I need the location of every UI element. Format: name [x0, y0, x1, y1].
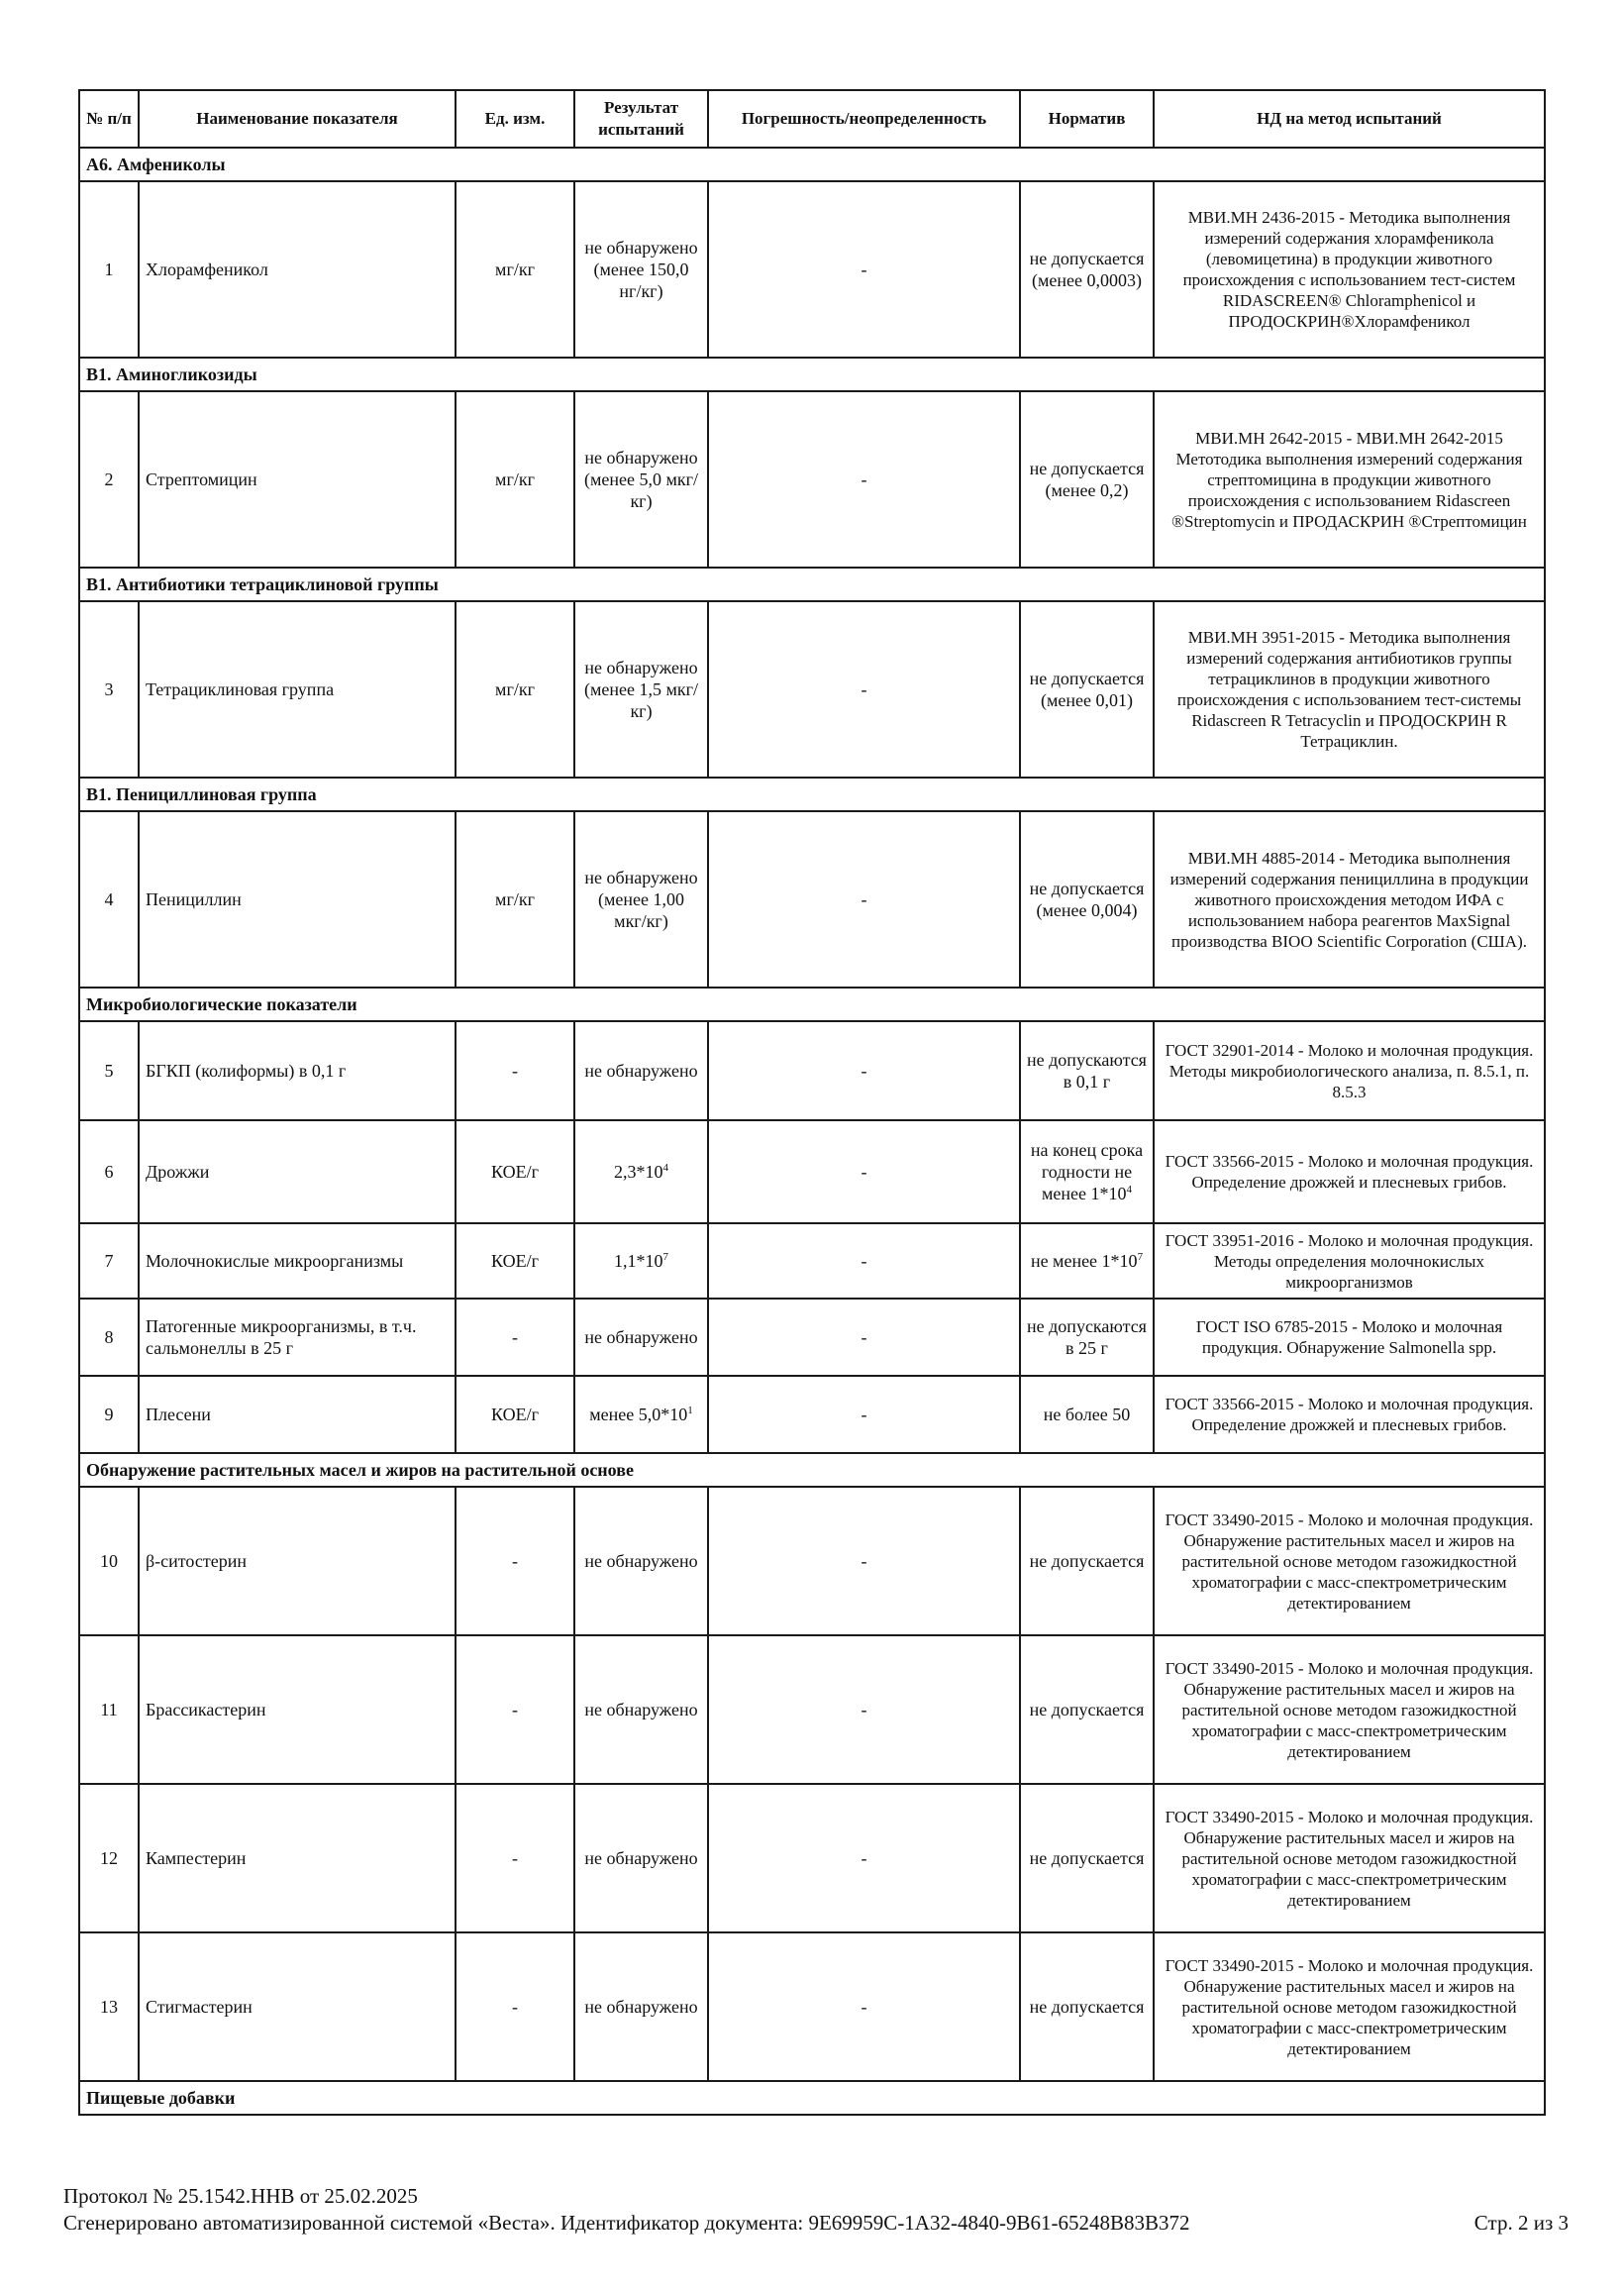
cell-norm: не допускается (менее 0,2)	[1020, 391, 1154, 568]
cell-norm	[1020, 1120, 1154, 1223]
cell-method: ГОСТ 33490-2015 - Молоко и молочная продукция. Обнаружение растительных масел и жиров на растительной основе методом газожидкостной хроматографии с масс-спектрометрическим детектированием	[1154, 1932, 1545, 2081]
section-title: А6. Амфениколы	[79, 148, 1545, 181]
cell-uncertainty: -	[708, 1376, 1020, 1453]
cell-result: не обнаружено	[574, 1635, 708, 1784]
cell-name: БГКП (колиформы) в 0,1 г	[139, 1021, 456, 1120]
cell-uncertainty: -	[708, 1021, 1020, 1120]
cell-result: не обнаружено (менее 150,0 нг/кг)	[574, 181, 708, 358]
header-name: Наименование показателя	[139, 90, 456, 148]
norm-base: не менее 1*10	[1030, 1251, 1138, 1271]
cell-result: не обнаружено	[574, 1021, 708, 1120]
cell-method: МВИ.МН 2642-2015 - МВИ.МН 2642-2015 Метотодика выполнения измерений содержания стрептомицина в продукции животного происхождения с использованием Ridascreen ®Streptomycin и ПРОДАСКРИН ®Стрептомицин	[1154, 391, 1545, 568]
cell-norm: не допускается	[1020, 1635, 1154, 1784]
section-row	[79, 358, 1545, 391]
cell-method: ГОСТ 33566-2015 - Молоко и молочная продукция. Определение дрожжей и плесневых грибов.	[1154, 1376, 1545, 1453]
cell-result: не обнаружено	[574, 1299, 708, 1376]
cell-uncertainty: -	[708, 1120, 1020, 1223]
cell-unit: мг/кг	[456, 181, 574, 358]
cell-norm: не более 50	[1020, 1376, 1154, 1453]
cell-num: 8	[79, 1299, 139, 1376]
cell-uncertainty: -	[708, 181, 1020, 358]
cell-num: 13	[79, 1932, 139, 2081]
cell-name: Плесени	[139, 1376, 456, 1453]
section-row	[79, 2081, 1545, 2115]
header-result: Результат испытаний	[574, 90, 708, 148]
cell-method: ГОСТ 32901-2014 - Молоко и молочная продукция. Методы микробиологического анализа, п. 8.5.1, п. 8.5.3	[1154, 1021, 1545, 1120]
table-row	[79, 181, 1545, 358]
cell-name: Брассикастерин	[139, 1635, 456, 1784]
table-row	[79, 1635, 1545, 1784]
cell-method: ГОСТ 33566-2015 - Молоко и молочная продукция. Определение дрожжей и плесневых грибов.	[1154, 1120, 1545, 1223]
cell-method: МВИ.МН 3951-2015 - Методика выполнения измерений содержания антибиотиков группы тетрациклинов в продукции животного происхождения с использованием тест-системы Ridascreen R Tetracyclin и ПРОДОСКРИН R Тетрациклин.	[1154, 601, 1545, 778]
section-title: Обнаружение растительных масел и жиров на растительной основе	[79, 1453, 1545, 1487]
cell-unit: -	[456, 1932, 574, 2081]
cell-name: Стигмастерин	[139, 1932, 456, 2081]
cell-name: Пенициллин	[139, 811, 456, 988]
section-title: Микробиологические показатели	[79, 988, 1545, 1021]
cell-uncertainty: -	[708, 1223, 1020, 1299]
cell-uncertainty: -	[708, 1932, 1020, 2081]
cell-unit: -	[456, 1487, 574, 1635]
cell-unit: -	[456, 1021, 574, 1120]
cell-name: β-ситостерин	[139, 1487, 456, 1635]
section-row	[79, 988, 1545, 1021]
cell-uncertainty: -	[708, 811, 1020, 988]
norm-exponent: 4	[1126, 1184, 1132, 1196]
cell-name: Кампестерин	[139, 1784, 456, 1932]
table-row	[79, 1784, 1545, 1932]
result-base: менее 5,0*10	[589, 1405, 688, 1424]
cell-unit: -	[456, 1784, 574, 1932]
section-row	[79, 568, 1545, 601]
cell-name: Молочнокислые микроорганизмы	[139, 1223, 456, 1299]
table-row	[79, 1120, 1545, 1223]
cell-num: 10	[79, 1487, 139, 1635]
cell-num: 11	[79, 1635, 139, 1784]
section-title: В1. Аминогликозиды	[79, 358, 1545, 391]
table-row	[79, 1376, 1545, 1453]
cell-name: Хлорамфеникол	[139, 181, 456, 358]
section-row	[79, 778, 1545, 811]
cell-result: не обнаружено	[574, 1487, 708, 1635]
cell-norm: не допускается (менее 0,01)	[1020, 601, 1154, 778]
cell-name: Дрожжи	[139, 1120, 456, 1223]
header-norm: Норматив	[1020, 90, 1154, 148]
result-base: 1,1*10	[614, 1251, 663, 1271]
cell-unit: КОЕ/г	[456, 1223, 574, 1299]
result-exponent: 4	[662, 1162, 668, 1174]
cell-num: 2	[79, 391, 139, 568]
cell-num: 9	[79, 1376, 139, 1453]
cell-num: 4	[79, 811, 139, 988]
cell-num: 7	[79, 1223, 139, 1299]
cell-result	[574, 1376, 708, 1453]
protocol-number: Протокол № 25.1542.ННВ от 25.02.2025	[63, 2184, 418, 2208]
header-unit: Ед. изм.	[456, 90, 574, 148]
cell-result: не обнаружено	[574, 1784, 708, 1932]
cell-method: ГОСТ 33490-2015 - Молоко и молочная продукция. Обнаружение растительных масел и жиров на растительной основе методом газожидкостной хроматографии с масс-спектрометрическим детектированием	[1154, 1635, 1545, 1784]
cell-uncertainty: -	[708, 391, 1020, 568]
cell-unit: -	[456, 1299, 574, 1376]
cell-unit: КОЕ/г	[456, 1120, 574, 1223]
generated-note: Сгенерировано автоматизированной системой «Веста». Идентификатор документа: 9E69959C-1A32-4840-9B61-65248B83B372	[63, 2211, 1190, 2235]
cell-num: 1	[79, 181, 139, 358]
table-row	[79, 1299, 1545, 1376]
cell-result	[574, 1120, 708, 1223]
section-title: В1. Антибиотики тетрациклиновой группы	[79, 568, 1545, 601]
result-base: 2,3*10	[614, 1162, 663, 1182]
cell-method: ГОСТ ISO 6785-2015 - Молоко и молочная продукция. Обнаружение Salmonella spp.	[1154, 1299, 1545, 1376]
table-row	[79, 1223, 1545, 1299]
cell-name: Тетрациклиновая группа	[139, 601, 456, 778]
cell-norm: не допускается (менее 0,004)	[1020, 811, 1154, 988]
section-title: В1. Пенициллиновая группа	[79, 778, 1545, 811]
cell-uncertainty: -	[708, 1784, 1020, 1932]
cell-num: 6	[79, 1120, 139, 1223]
cell-uncertainty: -	[708, 1635, 1020, 1784]
cell-unit: -	[456, 1635, 574, 1784]
cell-uncertainty: -	[708, 1487, 1020, 1635]
cell-result: не обнаружено (менее 1,5 мкг/кг)	[574, 601, 708, 778]
section-row	[79, 1453, 1545, 1487]
table-row	[79, 811, 1545, 988]
header-uncertainty: Погрешность/неопределенность	[708, 90, 1020, 148]
cell-name: Стрептомицин	[139, 391, 456, 568]
table-row	[79, 391, 1545, 568]
table-row	[79, 1021, 1545, 1120]
cell-uncertainty: -	[708, 601, 1020, 778]
cell-unit: мг/кг	[456, 601, 574, 778]
norm-exponent: 7	[1137, 1251, 1144, 1263]
cell-norm: не допускаются в 0,1 г	[1020, 1021, 1154, 1120]
cell-norm: не допускаются в 25 г	[1020, 1299, 1154, 1376]
cell-result: не обнаружено (менее 5,0 мкг/кг)	[574, 391, 708, 568]
table-row	[79, 1932, 1545, 2081]
cell-num: 12	[79, 1784, 139, 1932]
cell-norm: не допускается	[1020, 1487, 1154, 1635]
cell-unit: КОЕ/г	[456, 1376, 574, 1453]
result-exponent: 7	[662, 1251, 668, 1263]
cell-uncertainty: -	[708, 1299, 1020, 1376]
page-footer	[63, 2183, 1569, 2237]
result-exponent: 1	[687, 1405, 693, 1416]
section-row	[79, 148, 1545, 181]
cell-method: ГОСТ 33490-2015 - Молоко и молочная продукция. Обнаружение растительных масел и жиров на растительной основе методом газожидкостной хроматографии с масс-спектрометрическим детектированием	[1154, 1487, 1545, 1635]
header-num: № п/п	[79, 90, 139, 148]
cell-norm: не допускается	[1020, 1932, 1154, 2081]
table-row	[79, 601, 1545, 778]
table-header-row	[79, 90, 1545, 148]
cell-unit: мг/кг	[456, 811, 574, 988]
norm-base: на конец срока годности не менее 1*10	[1030, 1140, 1144, 1203]
cell-method: МВИ.МН 2436-2015 - Методика выполнения измерений содержания хлорамфеникола (левомицетина) в продукции животного происхождения с использованием тест-систем RIDASCREEN® Chloramphenicol и ПРОДОСКРИН®Хлорамфеникол	[1154, 181, 1545, 358]
table-row	[79, 1487, 1545, 1635]
cell-num: 3	[79, 601, 139, 778]
cell-method: ГОСТ 33951-2016 - Молоко и молочная продукция. Методы определения молочнокислых микроорганизмов	[1154, 1223, 1545, 1299]
section-title: Пищевые добавки	[79, 2081, 1545, 2115]
cell-norm	[1020, 1223, 1154, 1299]
cell-name: Патогенные микроорганизмы, в т.ч. сальмонеллы в 25 г	[139, 1299, 456, 1376]
cell-result	[574, 1223, 708, 1299]
cell-norm: не допускается (менее 0,0003)	[1020, 181, 1154, 358]
cell-result: не обнаружено	[574, 1932, 708, 2081]
cell-method: МВИ.МН 4885-2014 - Методика выполнения измерений содержания пенициллина в продукции животного происхождения методом ИФА с использованием набора реагентов MaxSignal производства BIOO Scientific Corporation (США).	[1154, 811, 1545, 988]
page-number: Стр. 2 из 3	[1473, 2211, 1569, 2235]
cell-result: не обнаружено (менее 1,00 мкг/кг)	[574, 811, 708, 988]
cell-norm: не допускается	[1020, 1784, 1154, 1932]
results-table	[78, 89, 1546, 2116]
header-method: НД на метод испытаний	[1154, 90, 1545, 148]
cell-unit: мг/кг	[456, 391, 574, 568]
cell-method: ГОСТ 33490-2015 - Молоко и молочная продукция. Обнаружение растительных масел и жиров на растительной основе методом газожидкостной хроматографии с масс-спектрометрическим детектированием	[1154, 1784, 1545, 1932]
cell-num: 5	[79, 1021, 139, 1120]
